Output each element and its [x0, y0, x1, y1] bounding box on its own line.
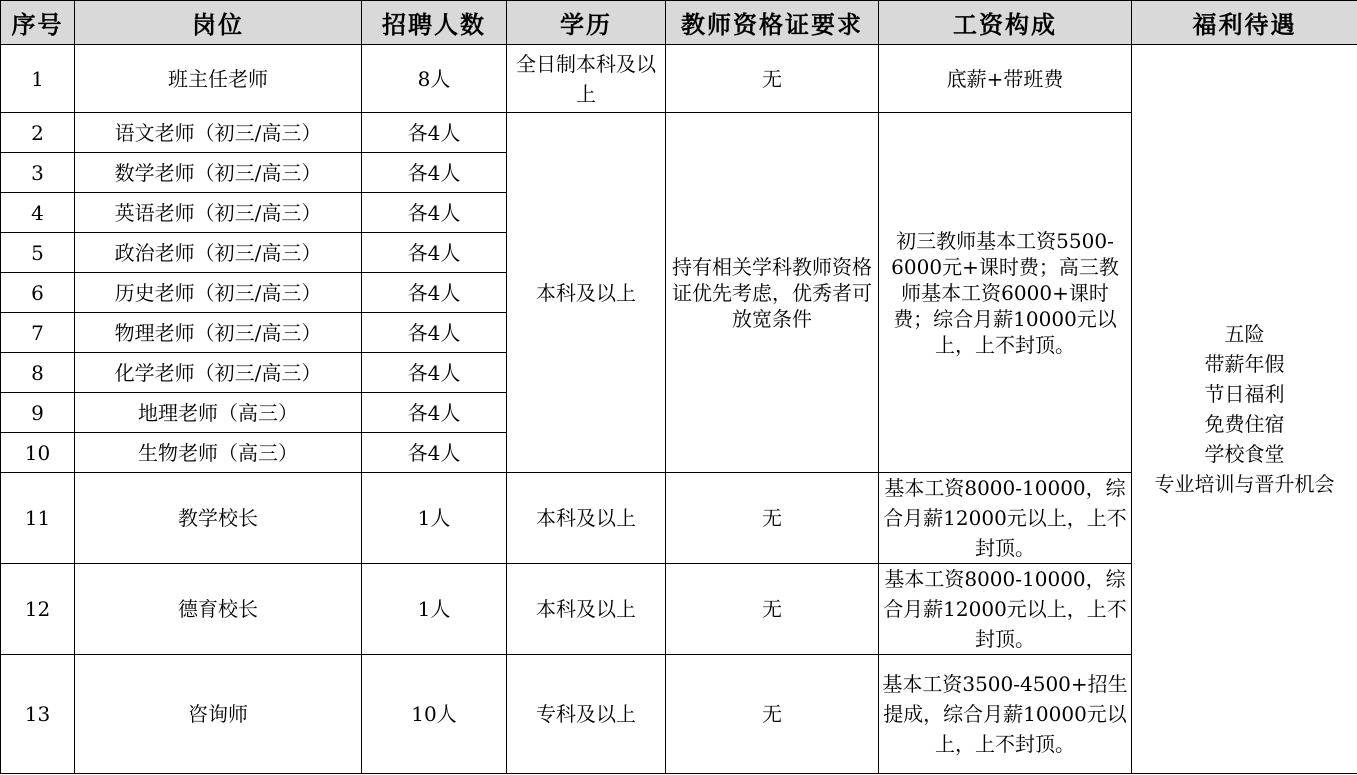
row-no: 1	[1, 45, 75, 113]
row-count: 1人	[362, 473, 507, 564]
benefit-item: 节日福利	[1204, 382, 1285, 406]
row-no: 12	[1, 564, 75, 655]
header-count: 招聘人数	[362, 1, 507, 45]
row-position: 生物老师（高三）	[75, 433, 362, 473]
subject-education: 本科及以上	[507, 113, 666, 473]
benefit-item: 学校食堂	[1204, 442, 1285, 466]
row-position: 化学老师（初三/高三）	[75, 353, 362, 393]
header-row	[1, 1, 1357, 45]
row-count: 各4人	[362, 273, 507, 313]
row-count: 各4人	[362, 193, 507, 233]
row-count: 10人	[362, 655, 507, 774]
row-education: 本科及以上	[507, 473, 666, 564]
row-education: 全日制本科及以上	[507, 45, 666, 113]
row-no: 11	[1, 473, 75, 564]
row-count: 8人	[362, 45, 507, 113]
row-salary: 基本工资3500-4500+招生提成，综合月薪10000元以上，上不封顶。	[879, 655, 1132, 774]
header-education: 学历	[507, 1, 666, 45]
row-salary: 基本工资8000-10000，综合月薪12000元以上，上不封顶。	[879, 564, 1132, 655]
row-position: 英语老师（初三/高三）	[75, 193, 362, 233]
row-count: 各4人	[362, 153, 507, 193]
row-certificate: 无	[666, 564, 879, 655]
row-no: 7	[1, 313, 75, 353]
row-certificate: 无	[666, 45, 879, 113]
benefits-cell	[1132, 45, 1357, 774]
subject-certificate: 持有相关学科教师资格证优先考虑，优秀者可放宽条件	[666, 113, 879, 473]
header-certificate: 教师资格证要求	[666, 1, 879, 45]
row-count: 1人	[362, 564, 507, 655]
header-position: 岗位	[75, 1, 362, 45]
row-count: 各4人	[362, 433, 507, 473]
row-count: 各4人	[362, 393, 507, 433]
row-salary: 基本工资8000-10000，综合月薪12000元以上，上不封顶。	[879, 473, 1132, 564]
header-benefits: 福利待遇	[1132, 1, 1357, 45]
row-certificate: 无	[666, 473, 879, 564]
row-position: 咨询师	[75, 655, 362, 774]
row-position: 数学老师（初三/高三）	[75, 153, 362, 193]
row-position: 班主任老师	[75, 45, 362, 113]
row-position: 德育校长	[75, 564, 362, 655]
benefit-item: 五险	[1224, 322, 1265, 346]
row-no: 6	[1, 273, 75, 313]
benefit-item: 免费住宿	[1204, 412, 1285, 436]
row-no: 5	[1, 233, 75, 273]
row-count: 各4人	[362, 313, 507, 353]
row-education: 本科及以上	[507, 564, 666, 655]
row-no: 2	[1, 113, 75, 153]
header-no: 序号	[1, 1, 75, 45]
row-position: 物理老师（初三/高三）	[75, 313, 362, 353]
benefit-item: 专业培训与晋升机会	[1154, 472, 1335, 496]
row-position: 历史老师（初三/高三）	[75, 273, 362, 313]
row-position: 语文老师（初三/高三）	[75, 113, 362, 153]
row-no: 13	[1, 655, 75, 774]
row-position: 地理老师（高三）	[75, 393, 362, 433]
row-no: 3	[1, 153, 75, 193]
row-no: 10	[1, 433, 75, 473]
row-education: 专科及以上	[507, 655, 666, 774]
row-no: 9	[1, 393, 75, 433]
row-position: 教学校长	[75, 473, 362, 564]
row-certificate: 无	[666, 655, 879, 774]
row-count: 各4人	[362, 233, 507, 273]
benefit-item: 带薪年假	[1204, 352, 1285, 376]
row-salary: 底薪+带班费	[879, 45, 1132, 113]
row-count: 各4人	[362, 353, 507, 393]
table-row	[1, 45, 1357, 113]
row-no: 4	[1, 193, 75, 233]
row-position: 政治老师（初三/高三）	[75, 233, 362, 273]
row-count: 各4人	[362, 113, 507, 153]
subject-salary: 初三教师基本工资5500-6000元+课时费；高三教师基本工资6000+课时费；综合月薪10000元以上，上不封顶。	[879, 113, 1132, 473]
header-salary: 工资构成	[879, 1, 1132, 45]
row-no: 8	[1, 353, 75, 393]
